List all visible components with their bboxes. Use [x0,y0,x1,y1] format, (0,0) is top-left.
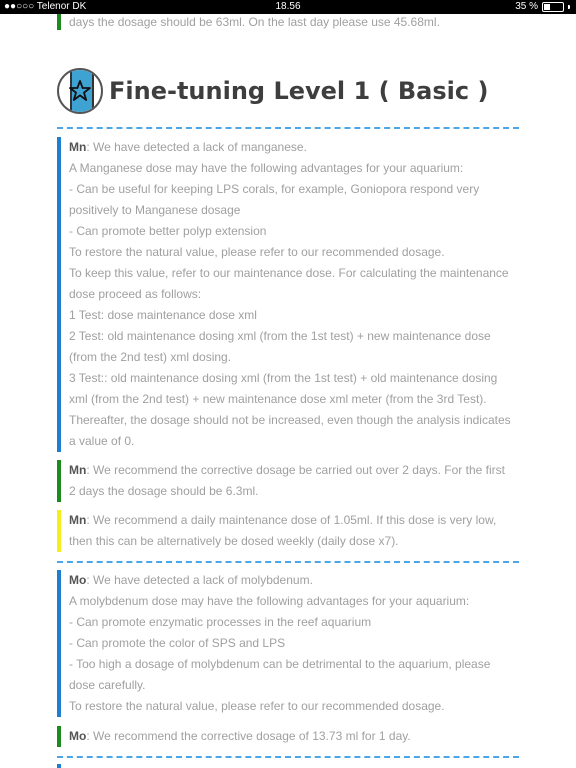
text-line: dose carefully. [69,678,146,692]
info-indicator-bar [57,137,61,452]
element-divider [57,561,519,563]
text-line: 2 days the dosage should be 6.3ml. [69,484,259,498]
text-line: To restore the natural value, please refer to our recommended dosage. [69,245,445,259]
manganese-maintenance-first-line [69,510,519,531]
maintenance-indicator-bar [57,510,61,552]
carrier-label: ●●○○○ Telenor DK [4,1,87,12]
element-symbol: Mo [69,573,87,587]
text-line: dose proceed as follows: [69,287,202,301]
text-line: then this can be alternatively be dosed weekly (daily dose x7). [69,534,399,548]
battery-tip [568,5,570,9]
element-symbol: Mn [69,463,87,477]
previous-note-text: days the dosage should be 63ml. On the last day please use 45.68ml. [69,15,440,29]
star-icon [69,80,91,102]
text-line: a value of 0. [69,434,135,448]
status-bar [0,0,576,14]
text-line: - Can be useful for keeping LPS corals, for example, Goniopora respond very [69,182,480,196]
text-line: To restore the natural value, please refer to our recommended dosage. [69,699,445,713]
text-line: (from the 2nd test) xml dosing. [69,350,232,364]
text-line: To keep this value, refer to our maintenance dose. For calculating the maintenance [69,266,509,280]
manganese-maintenance-lines [69,531,519,552]
text-line: - Too high a dosage of molybdenum can be detrimental to the aquarium, please [69,657,491,671]
element-divider [57,756,519,758]
text-line: A Manganese dose may have the following advantages for your aquarium: [69,161,464,175]
text-line: A molybdenum dose may have the following advantages for your aquarium: [69,594,470,608]
text-line: xml (from the 2nd test) + new maintenance dose xml meter (from the 3rd Test). [69,392,487,406]
text-line: 3 Test:: old maintenance dosing xml (from the 1st test) + old maintenance dosing [69,371,498,385]
molybdenum-corrective-text: : We recommend the corrective dosage of 13.73 ml for 1 day. [86,729,411,743]
manganese-info-card [57,137,519,452]
manganese-info-first-line [69,137,519,158]
manganese-corrective-lines [69,481,519,502]
element-symbol: Mo [69,729,87,743]
text-line: positively to Manganese dosage [69,203,241,217]
text-line: 2 Test: old maintenance dosing xml (from the 1st test) + new maintenance dose [69,329,491,343]
battery-percent: 35 % [515,1,538,12]
text-line: - Can promote the color of SPS and LPS [69,636,286,650]
clock-time: 18.56 [275,1,301,12]
corrective-indicator-bar [57,726,61,747]
text-line: 1 Test: dose maintenance dose xml [69,308,257,322]
battery-icon [542,2,564,12]
manganese-corrective-first-line [69,460,519,481]
manganese-info-lines [69,158,519,452]
battery-status [515,0,570,14]
molybdenum-info-card [57,570,519,717]
element-symbol: Mn [69,140,87,154]
manganese-maintenance-card [57,510,519,552]
info-indicator-bar [57,764,61,768]
corrective-indicator-bar [57,460,61,502]
manganese-corrective-card [57,460,519,502]
corrective-indicator-bar [57,14,61,30]
level-emblem [57,68,103,114]
section-heading [57,66,488,116]
section-divider [57,127,519,129]
text-line: Thereafter, the dosage should not be increased, even though the analysis indicates [69,413,511,427]
previous-dosage-note [57,14,519,30]
manganese-maintenance-text: : We recommend a daily maintenance dose of 1.05ml. If this dose is very low, [86,513,497,527]
text-line: - Can promote enzymatic processes in the reef aquarium [69,615,372,629]
molybdenum-lack-text: : We have detected a lack of molybdenum. [86,573,313,587]
info-indicator-bar [57,570,61,717]
battery-fill [544,4,550,10]
molybdenum-corrective-card [57,726,519,747]
section-title: Fine-tuning Level 1 ( Basic ) [109,77,489,105]
molybdenum-info-lines [69,591,519,717]
molybdenum-info-first-line [69,570,519,591]
next-info-card [57,764,519,768]
text-line: - Can promote better polyp extension [69,224,267,238]
element-symbol: Mn [69,513,87,527]
manganese-corrective-text: : We recommend the corrective dosage be carried out over 2 days. For the first [86,463,505,477]
molybdenum-corrective-first-line [69,726,519,747]
manganese-lack-text: : We have detected a lack of manganese. [86,140,307,154]
